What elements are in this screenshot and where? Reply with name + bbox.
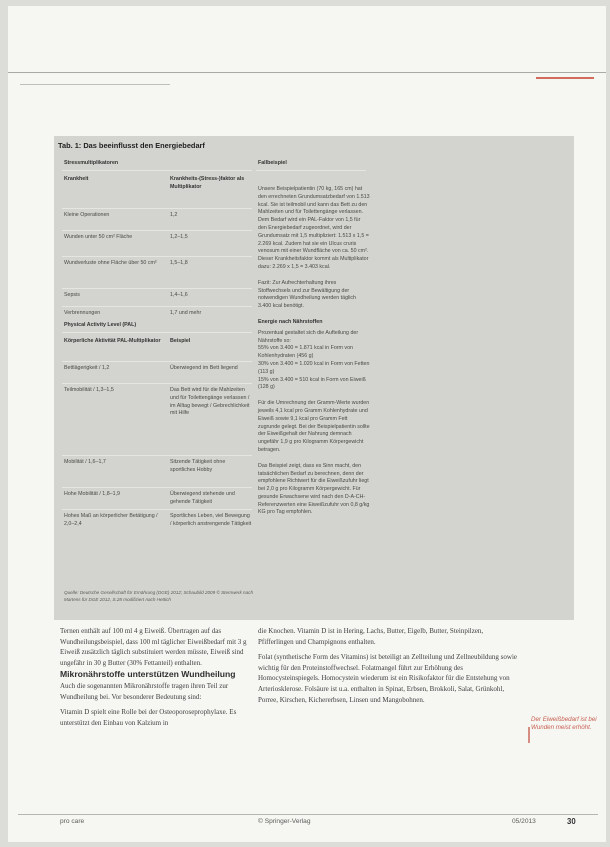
- table-rule: [62, 455, 252, 456]
- case-conversion: Für die Umrechnung der Gramm-Werte wurden jeweils 4,1 kcal pro Gramm Kohlenhydrate und Eiweiß sowie 9,1 kcal pro Gramm Fett zugrunde gelegt. Bei der Beispielpatientin sollte der Eiweißgehalt der Nahrung demnach ungefähr 1,9 g pro Kilogramm Körpergewicht betragen.: [258, 400, 370, 453]
- table-rule: [62, 170, 252, 171]
- footer-publisher: © Springer-Verlag: [258, 818, 311, 825]
- margin-marker: [528, 727, 530, 743]
- body-paragraph: Ternen enthält auf 100 ml 4 g Eiweiß. Übertragen auf das Wundheilungsbeispiel, dass 100 ml täglicher Eiweißbedarf mit 3 g Eiweiß zusätzlich täglich substituiert werden müsste, Eiweiß sind ungefähr in 30 g Butter (30% Fettanteil) enthalten.: [60, 627, 247, 667]
- table-source: Quelle: Deutsche Gesellschaft für Ernährung (DGE) 2012; Schaubild 2009 © Sternwerk nach Martens für DGE 2012, S.28 modifiziert nach Hettich: [64, 590, 254, 602]
- case-study: [258, 186, 370, 517]
- table-row-label: Bettlägerigkeit / 1,2: [64, 365, 110, 371]
- section-heading: Mikronährstoffe unterstützen Wundheilung: [60, 669, 236, 679]
- table-rule: [62, 509, 252, 510]
- body-paragraph: Vitamin D spielt eine Rolle bei der Osteoporoseprophylaxe. Es unterstützt den Einbau von Kalzium in: [60, 708, 237, 727]
- header-rule: [8, 72, 606, 73]
- body-paragraph: Auch die sogenannten Mikronährstoffe tragen ihren Teil zur Wundheilung bei. Vor besonderer Bedeutung sind:: [60, 682, 229, 701]
- table-rule: [62, 487, 252, 488]
- table-title: Tab. 1: Das beeinflusst den Energiebedarf: [58, 141, 205, 150]
- table-rule: [62, 332, 252, 333]
- table-row-label: Verbrennungen: [64, 310, 101, 316]
- table-row-label: Teilmobilität / 1,3–1,5: [64, 387, 114, 393]
- table-row-value: Sitzende Tätigkeit ohne sportliches Hobby: [170, 459, 226, 473]
- footer-issue: 05/2013: [512, 818, 536, 825]
- col-fallbeispiel-header: Fallbeispiel: [258, 160, 287, 166]
- table-rule: [62, 256, 252, 257]
- table-row-label: Hohes Maß an körperlicher Betätigung / 2,0–2,4: [64, 513, 158, 527]
- body-paragraph: Folat (synthetische Form des Vitamins) ist beteiligt an Zellteilung und Zellneubildung sowie wichtig für den Proteinstoffwechsel. Folatmangel führt zur Erhöhung des Homocysteinspiegels. Homocystein wiederum ist ein Risikofaktor für die Entstehung von Arteriosklerose. Folsäure ist u.a. enthalten in Spinat, Erbsen, Brokkoli, Salat, Grünkohl, Porree, Kirschen, Kichererbsen, Linsen und Mangobohnen.: [258, 653, 517, 704]
- header-rule-left: [20, 84, 170, 85]
- table-rule: [62, 383, 252, 384]
- col-beispiel-header: Beispiel: [170, 338, 191, 344]
- table-row-label: Mobilität / 1,6–1,7: [64, 459, 106, 465]
- case-nutrients: Prozentual gestaltet sich die Aufteilung der Nährstoffe so: 55% von 3.400 = 1.871 kcal in Form von Kohlenhydraten (456 g) 30% von 3.400 = 1.020 kcal in Form von Fetten (113 g) 15% von 3.400 = 510 kcal in Form von Eiweiß (128 g): [258, 329, 370, 391]
- table-rule: [62, 361, 252, 362]
- table-row-value: Sportliches Leben, viel Bewegung / körperlich anstrengende Tätigkeit: [170, 513, 252, 527]
- case-subheading: Energie nach Nährstoffen: [258, 318, 323, 325]
- table-row-label: Sepsis: [64, 292, 80, 298]
- margin-note: Der Eiweißbedarf ist bei Wunden meist erhöht.: [531, 716, 597, 732]
- body-paragraph: die Knochen. Vitamin D ist in Hering, Lachs, Butter, Eigelb, Butter, Steinpilzen, Pfifferlingen und Champignons enthalten.: [258, 627, 484, 646]
- body-left-top: [60, 626, 250, 673]
- table-row-label: Wundverluste ohne Fläche über 50 cm²: [64, 260, 157, 266]
- footer-rule: [18, 814, 598, 815]
- table-row-value: 1,7 und mehr: [170, 310, 202, 316]
- section-pal-heading: Physical Activity Level (PAL): [64, 322, 137, 328]
- table-row-value: 1,5–1,8: [170, 260, 188, 266]
- case-summary: Das Beispiel zeigt, dass es Sinn macht, den tatsächlichen Bedarf zu berechnen, denn der empfohlene Richtwert für die Eiweißzufuhr liegt bei 2,0 g pro Kilogramm Körpergewicht. Für gesunde Erwachsene wird nach den D-A-CH-Referenzwerten eine Eiweißzufuhr von 0,8 g/kg KG pro Tag empfohlen.: [258, 462, 370, 516]
- col-faktor-header: Krankheits-(Stress-)faktor als Multiplikator: [170, 176, 245, 190]
- section-stress-heading: Stressmultiplikatoren: [64, 160, 119, 166]
- table-row-value: 1,2–1,5: [170, 234, 188, 240]
- col-pal-header: Körperliche Aktivität PAL-Multiplikator: [64, 338, 161, 344]
- table-rule: [62, 306, 252, 307]
- footer-magazine: pro care: [60, 818, 85, 825]
- table-row-value: 1,4–1,6: [170, 292, 188, 298]
- table-row-label: Kleine Operationen: [64, 212, 110, 218]
- case-paragraph: Unsere Beispielpatientin (70 kg, 165 cm) hat den errechneten Grundumsatzbedarf von 1.513 kcal. Sie ist teilmobil und kann das Bett zu den Mahlzeiten und für Toilettengänge verlassen. Dem Bedarf wird ein PAL-Faktor von 1,5 für den Energiebedarf zugeordnet, wird der Grundumsatz mit 1,5 multipliziert: 1.513 x 1,5 = 2.269 kcal. Zudem hat sie ein Ulcus cruris venosum mit einer Wundfläche von ca. 50 cm². Dieser Krankheitsfaktor kommt als Multiplikator dazu: 2.269 x 1,5 = 3.403 kcal.: [258, 186, 370, 270]
- table-row-label: Hohe Mobilität / 1,8–1,9: [64, 491, 120, 497]
- table-row-value: Überwiegend stehende und gehende Tätigkeit: [170, 491, 235, 505]
- header-accent-rule: [536, 77, 594, 79]
- body-left-bottom: [60, 681, 250, 733]
- col-krankheit-header: Krankheit: [64, 176, 89, 182]
- table-rule: [62, 288, 252, 289]
- body-right: [258, 626, 520, 710]
- table-row-label: Wunden unter 50 cm² Fläche: [64, 234, 133, 240]
- table-rule: [62, 230, 252, 231]
- table-row-value: Das Bett wird für die Mahlzeiten und für Toilettengänge verlassen / im Alltag bewegt / Gebrechlichkeit mit Hilfe: [170, 387, 250, 417]
- page-number: 30: [567, 817, 576, 826]
- table-row-value: Überwiegend im Bett liegend: [170, 365, 238, 371]
- table-rule: [62, 208, 252, 209]
- table-row-value: 1,2: [170, 212, 178, 218]
- table-rule: [256, 170, 366, 171]
- case-conclusion: Fazit: Zur Aufrechterhaltung ihres Stoffwechsels und zur Bewältigung der notwendigen Wundheilung werden täglich 3.400 kcal benötigt.: [258, 279, 356, 310]
